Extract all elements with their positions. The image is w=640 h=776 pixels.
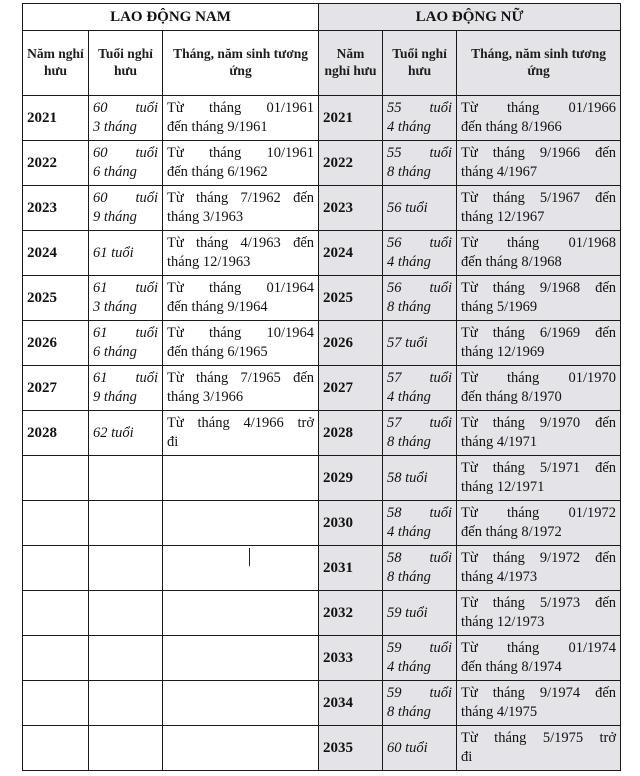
male-col-birth-header: Tháng, năm sinh tương ứng (163, 31, 319, 96)
female-birth-line: đi (461, 749, 473, 765)
female-age-cell (383, 726, 457, 771)
male-birth-line: Từ tháng 7/1965 đến (167, 370, 315, 387)
male-birth-cell (163, 411, 319, 456)
empty-cell (163, 636, 319, 681)
empty-cell (23, 636, 89, 681)
female-birth-line: Từ tháng 9/1972 đến (461, 550, 617, 567)
table-row (23, 501, 621, 546)
female-year-cell: 2022 (319, 141, 383, 186)
female-age-line: 58 tuổi (387, 469, 428, 486)
female-age-line: 59 tuổi (387, 604, 428, 621)
female-birth-line: tháng 12/1973 (461, 614, 545, 630)
male-age-line: 6 tháng (93, 164, 137, 180)
table-row (23, 546, 621, 591)
female-age-cell (383, 591, 457, 636)
male-year-cell: 2028 (23, 411, 89, 456)
female-age-cell (383, 231, 457, 276)
male-birth-line: Từ tháng 01/1961 (167, 100, 315, 117)
female-birth-line: Từ tháng 5/1975 trở (461, 730, 617, 747)
female-birth-line: tháng 12/1967 (461, 209, 545, 225)
female-birth-line: đến tháng 8/1970 (461, 389, 562, 405)
female-age-line: 55 tuổi (387, 145, 453, 162)
female-age-line: 56 tuổi (387, 199, 428, 216)
male-age-line: 3 tháng (93, 119, 137, 135)
female-birth-cell (457, 546, 621, 591)
female-birth-line: Từ tháng 5/1973 đến (461, 595, 617, 612)
male-birth-line: Từ tháng 10/1961 (167, 145, 315, 162)
female-age-line: 4 tháng (387, 254, 431, 270)
male-birth-line: Từ tháng 7/1962 đến (167, 190, 315, 207)
male-age-line: 61 tuổi (93, 244, 134, 261)
empty-cell (163, 681, 319, 726)
table-row (23, 366, 621, 411)
table-row (23, 456, 621, 501)
male-year-cell: 2025 (23, 276, 89, 321)
female-col-year-header: Năm nghỉ hưu (319, 31, 383, 96)
empty-cell (23, 726, 89, 771)
female-age-cell (383, 681, 457, 726)
female-birth-cell (457, 321, 621, 366)
male-birth-line: Từ tháng 4/1963 đến (167, 235, 315, 252)
female-birth-line: tháng 4/1971 (461, 434, 538, 450)
empty-cell (23, 591, 89, 636)
female-age-line: 4 tháng (387, 659, 431, 675)
male-col-year-header: Năm nghỉ hưu (23, 31, 89, 96)
female-year-cell: 2034 (319, 681, 383, 726)
female-age-line: 8 tháng (387, 569, 431, 585)
female-birth-line: Từ tháng 01/1966 (461, 100, 617, 117)
table-row (23, 186, 621, 231)
male-birth-line: đi (167, 434, 179, 450)
female-birth-line: Từ tháng 9/1966 đến (461, 145, 617, 162)
female-birth-cell (457, 726, 621, 771)
female-age-cell (383, 186, 457, 231)
female-age-line: 57 tuổi (387, 370, 453, 387)
empty-cell (163, 591, 319, 636)
male-age-line: 9 tháng (93, 209, 137, 225)
male-birth-cell (163, 141, 319, 186)
table-row (23, 321, 621, 366)
male-age-line: 61 tuổi (93, 370, 158, 387)
female-age-cell (383, 141, 457, 186)
female-age-cell (383, 501, 457, 546)
male-year-cell: 2023 (23, 186, 89, 231)
female-age-line: 4 tháng (387, 389, 431, 405)
female-year-cell: 2026 (319, 321, 383, 366)
table-row (23, 96, 621, 141)
female-birth-line: tháng 4/1975 (461, 704, 538, 720)
male-birth-line: tháng 3/1966 (167, 389, 244, 405)
female-age-cell (383, 456, 457, 501)
female-birth-line: Từ tháng 9/1970 đến (461, 415, 617, 432)
female-age-line: 8 tháng (387, 299, 431, 315)
empty-cell (89, 501, 163, 546)
male-year-cell: 2026 (23, 321, 89, 366)
female-birth-cell (457, 186, 621, 231)
male-birth-line: Từ tháng 4/1966 trở (167, 415, 315, 432)
male-age-cell (89, 321, 163, 366)
male-birth-line: đến tháng 6/1962 (167, 164, 268, 180)
female-year-cell: 2021 (319, 96, 383, 141)
male-age-line: 60 tuổi (93, 145, 158, 162)
female-age-line: 59 tuổi (387, 640, 453, 657)
table-row (23, 141, 621, 186)
female-year-cell: 2028 (319, 411, 383, 456)
female-year-cell: 2024 (319, 231, 383, 276)
male-col-age-header: Tuổi nghỉ hưu (89, 31, 163, 96)
empty-cell (89, 636, 163, 681)
female-section-title: LAO ĐỘNG NỮ (319, 4, 621, 31)
female-age-line: 60 tuổi (387, 739, 428, 756)
male-birth-line: đến tháng 9/1964 (167, 299, 268, 315)
male-age-line: 61 tuổi (93, 325, 158, 342)
empty-cell (23, 456, 89, 501)
male-year-cell: 2021 (23, 96, 89, 141)
male-age-line: 6 tháng (93, 344, 137, 360)
table-row (23, 681, 621, 726)
female-birth-line: Từ tháng 9/1974 đến (461, 685, 617, 702)
male-birth-cell (163, 186, 319, 231)
female-birth-cell (457, 96, 621, 141)
male-section-title: LAO ĐỘNG NAM (23, 4, 319, 31)
female-age-line: 55 tuổi (387, 100, 453, 117)
empty-cell (163, 546, 319, 591)
female-age-cell (383, 546, 457, 591)
female-birth-line: Từ tháng 01/1970 (461, 370, 617, 387)
female-age-line: 4 tháng (387, 119, 431, 135)
female-year-cell: 2023 (319, 186, 383, 231)
male-year-cell: 2024 (23, 231, 89, 276)
male-year-cell: 2022 (23, 141, 89, 186)
female-age-line: 8 tháng (387, 704, 431, 720)
male-birth-cell (163, 276, 319, 321)
female-birth-line: tháng 4/1967 (461, 164, 538, 180)
female-age-line: 59 tuổi (387, 685, 453, 702)
female-birth-cell (457, 366, 621, 411)
female-birth-cell (457, 591, 621, 636)
female-year-cell: 2025 (319, 276, 383, 321)
table-row (23, 231, 621, 276)
empty-cell (163, 501, 319, 546)
male-birth-line: tháng 12/1963 (167, 254, 251, 270)
male-age-line: 62 tuổi (93, 424, 134, 441)
male-birth-line: Từ tháng 01/1964 (167, 280, 315, 297)
female-age-line: 58 tuổi (387, 505, 453, 522)
male-birth-cell (163, 96, 319, 141)
female-year-cell: 2027 (319, 366, 383, 411)
empty-cell (89, 591, 163, 636)
retirement-age-table (22, 3, 621, 771)
male-age-line: 61 tuổi (93, 280, 158, 297)
female-birth-line: tháng 5/1969 (461, 299, 538, 315)
male-birth-cell (163, 366, 319, 411)
female-birth-line: Từ tháng 01/1974 (461, 640, 617, 657)
female-year-cell: 2031 (319, 546, 383, 591)
empty-cell (89, 681, 163, 726)
female-birth-cell (457, 456, 621, 501)
empty-cell (89, 456, 163, 501)
female-birth-cell (457, 141, 621, 186)
female-birth-cell (457, 411, 621, 456)
male-birth-cell (163, 321, 319, 366)
female-birth-line: đến tháng 8/1974 (461, 659, 562, 675)
female-age-line: 58 tuổi (387, 550, 453, 567)
table-row (23, 276, 621, 321)
female-age-cell (383, 321, 457, 366)
empty-cell (89, 726, 163, 771)
female-birth-cell (457, 276, 621, 321)
female-age-line: 8 tháng (387, 434, 431, 450)
male-age-cell (89, 231, 163, 276)
female-year-cell: 2033 (319, 636, 383, 681)
male-birth-line: đến tháng 9/1961 (167, 119, 268, 135)
female-birth-line: tháng 4/1973 (461, 569, 538, 585)
male-birth-line: tháng 3/1963 (167, 209, 244, 225)
female-birth-line: đến tháng 8/1966 (461, 119, 562, 135)
empty-cell (23, 546, 89, 591)
female-age-cell (383, 96, 457, 141)
female-birth-line: Từ tháng 5/1967 đến (461, 190, 617, 207)
male-birth-cell (163, 231, 319, 276)
female-age-line: 56 tuổi (387, 235, 453, 252)
female-col-birth-header: Tháng, năm sinh tương ứng (457, 31, 621, 96)
male-age-cell (89, 96, 163, 141)
female-year-cell: 2030 (319, 501, 383, 546)
female-year-cell: 2029 (319, 456, 383, 501)
male-age-cell (89, 276, 163, 321)
female-age-cell (383, 276, 457, 321)
male-age-cell (89, 366, 163, 411)
female-age-line: 4 tháng (387, 524, 431, 540)
male-age-cell (89, 411, 163, 456)
male-age-cell (89, 186, 163, 231)
female-birth-line: Từ tháng 5/1971 đến (461, 460, 617, 477)
table-row (23, 636, 621, 681)
table-row (23, 411, 621, 456)
empty-cell (23, 501, 89, 546)
female-birth-line: Từ tháng 01/1972 (461, 505, 617, 522)
male-birth-line: đến tháng 6/1965 (167, 344, 268, 360)
female-birth-cell (457, 231, 621, 276)
female-birth-line: Từ tháng 9/1968 đến (461, 280, 617, 297)
female-birth-cell (457, 681, 621, 726)
male-age-line: 60 tuổi (93, 100, 158, 117)
female-age-cell (383, 366, 457, 411)
female-birth-line: tháng 12/1971 (461, 479, 545, 495)
male-age-line: 3 tháng (93, 299, 137, 315)
female-age-line: 57 tuổi (387, 415, 453, 432)
female-year-cell: 2035 (319, 726, 383, 771)
female-age-line: 8 tháng (387, 164, 431, 180)
male-birth-line: Từ tháng 10/1964 (167, 325, 315, 342)
empty-cell (163, 456, 319, 501)
female-birth-cell (457, 636, 621, 681)
male-year-cell: 2027 (23, 366, 89, 411)
table-row (23, 726, 621, 771)
female-year-cell: 2032 (319, 591, 383, 636)
female-birth-cell (457, 501, 621, 546)
male-age-cell (89, 141, 163, 186)
female-age-line: 56 tuổi (387, 280, 453, 297)
male-age-line: 60 tuổi (93, 190, 158, 207)
female-birth-line: đến tháng 8/1968 (461, 254, 562, 270)
female-age-cell (383, 411, 457, 456)
text-cursor (249, 548, 250, 566)
male-age-line: 9 tháng (93, 389, 137, 405)
female-age-cell (383, 636, 457, 681)
female-birth-line: đến tháng 8/1972 (461, 524, 562, 540)
female-age-line: 57 tuổi (387, 334, 428, 351)
empty-cell (23, 681, 89, 726)
empty-cell (89, 546, 163, 591)
table-row (23, 591, 621, 636)
female-col-age-header: Tuổi nghỉ hưu (383, 31, 457, 96)
empty-cell (163, 726, 319, 771)
female-birth-line: Từ tháng 01/1968 (461, 235, 617, 252)
female-birth-line: Từ tháng 6/1969 đến (461, 325, 617, 342)
female-birth-line: tháng 12/1969 (461, 344, 545, 360)
